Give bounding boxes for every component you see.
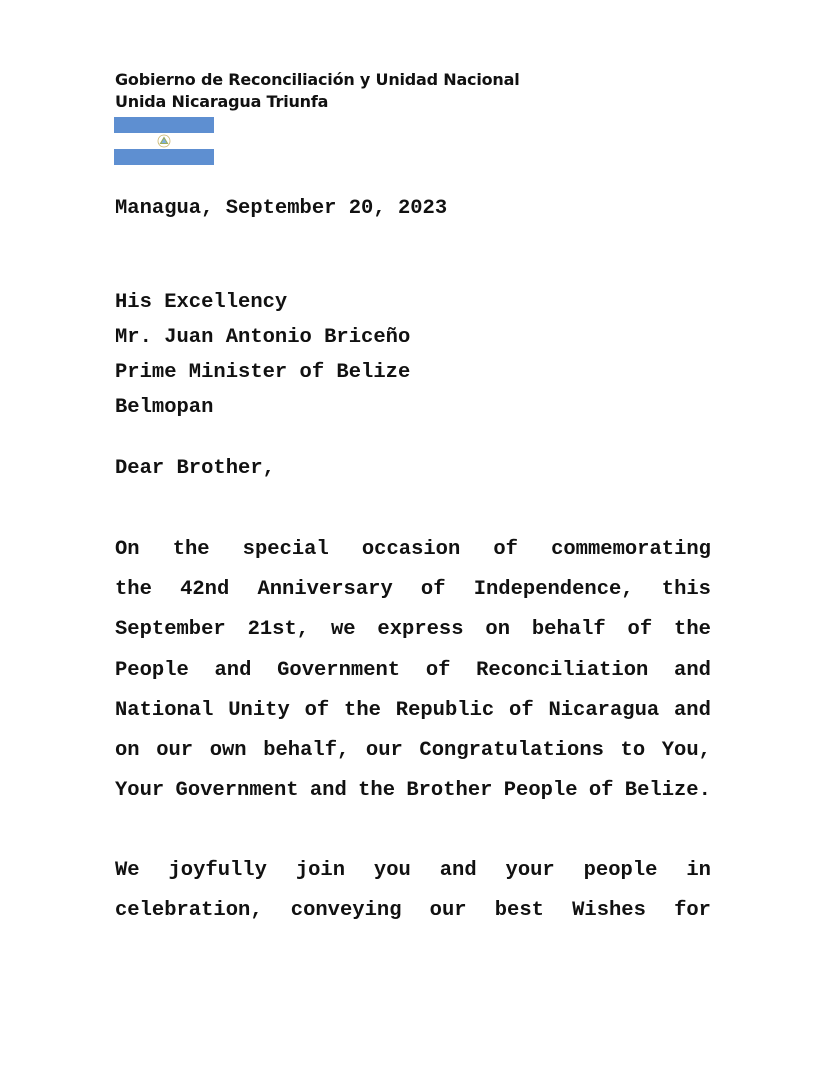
paragraph-word: our [429, 899, 467, 923]
paragraph-word: Nicaragua [548, 698, 660, 722]
paragraph-word: Unity [228, 698, 290, 722]
government-name: Gobierno de Reconciliación y Unidad Nacional [115, 70, 520, 89]
paragraph-word: celebration, [115, 899, 263, 923]
government-slogan: Unida Nicaragua Triunfa [115, 92, 329, 111]
paragraph-line [115, 610, 711, 650]
paragraph-word: to [620, 739, 646, 763]
paragraph-word: Anniversary [257, 578, 393, 602]
paragraph-word: our [365, 739, 403, 763]
paragraph-word: of [420, 578, 446, 602]
paragraph-word: Independence, [473, 578, 634, 602]
paragraph-word: best [494, 899, 544, 923]
paragraph-word: express [377, 618, 464, 642]
paragraph-word: on [115, 739, 140, 763]
paragraph-word: special [242, 538, 329, 561]
paragraph-word: September [115, 618, 226, 642]
paragraph-word: of [509, 698, 534, 722]
recipient-name: Mr. Juan Antonio Briceño [115, 326, 411, 349]
paragraph-word: of [493, 538, 518, 561]
paragraph-word: this [661, 578, 711, 602]
paragraph-word: conveying [290, 899, 402, 923]
paragraph-word: Brother [406, 779, 493, 803]
paragraph-word: 42nd [180, 578, 230, 602]
paragraph-line [115, 570, 711, 610]
letter-date: Managua, September 20, 2023 [115, 197, 448, 220]
paragraph-word: Government [175, 779, 299, 803]
paragraph-word: and [674, 698, 711, 722]
paragraph-word: and [214, 658, 252, 682]
paragraph-word: Congratulations [419, 739, 604, 763]
paragraph-word: we [330, 618, 356, 642]
paragraph-line [115, 771, 711, 811]
paragraph-word: and [309, 779, 347, 803]
paragraph-word: Reconciliation [476, 658, 649, 682]
salutation: Dear Brother, [115, 457, 275, 480]
paragraph-word: for [674, 899, 711, 923]
paragraph-word: of [425, 658, 451, 682]
paragraph-line [115, 530, 711, 570]
paragraph-word: our [156, 739, 194, 763]
paragraph-word: the [344, 698, 381, 722]
paragraph-word: the [674, 618, 711, 642]
paragraph-word: People [503, 779, 578, 803]
paragraph-word: Government [277, 658, 401, 682]
recipient-title: His Excellency [115, 291, 288, 314]
paragraph-word: and [439, 859, 477, 882]
paragraph-word: Republic [395, 698, 495, 722]
paragraph-word: Your [115, 779, 165, 803]
paragraph-word: the [172, 538, 210, 561]
paragraph-word: the [115, 578, 152, 602]
paragraph-word: on [485, 618, 511, 642]
nicaragua-flag-icon [114, 117, 214, 165]
paragraph-2 [115, 851, 711, 931]
paragraph-word: behalf, [263, 739, 350, 763]
recipient-block [115, 285, 711, 425]
paragraph-line [115, 851, 711, 891]
paragraph-word: of [627, 618, 653, 642]
paragraph-line [115, 731, 711, 771]
paragraph-word: On [115, 538, 140, 561]
paragraph-word: your [505, 859, 555, 882]
paragraph-word: and [674, 658, 711, 682]
paragraph-line [115, 691, 711, 731]
paragraph-word: join [295, 859, 346, 882]
paragraph-word: commemorating [551, 538, 711, 561]
paragraph-word: 21st, [247, 618, 310, 642]
paragraph-word: occasion [361, 538, 461, 561]
paragraph-word: behalf [531, 618, 606, 642]
paragraph-line [115, 651, 711, 691]
paragraph-word: in [686, 859, 711, 882]
letterhead [115, 69, 520, 113]
paragraph-1 [115, 530, 711, 811]
paragraph-word: you [373, 859, 411, 882]
paragraph-word: We [115, 859, 140, 882]
paragraph-line [115, 891, 711, 931]
paragraph-word: joyfully [168, 859, 267, 882]
paragraph-word: Wishes [572, 899, 646, 923]
paragraph-word: National [115, 698, 214, 722]
paragraph-word: People [115, 658, 189, 682]
paragraph-word: own [209, 739, 247, 763]
paragraph-word: of [588, 779, 614, 803]
recipient-position: Prime Minister of Belize [115, 361, 411, 384]
paragraph-word: of [304, 698, 330, 722]
recipient-city: Belmopan [115, 396, 214, 419]
paragraph-word: people [583, 859, 658, 882]
paragraph-word: the [358, 779, 395, 803]
paragraph-word: Belize. [624, 779, 711, 803]
paragraph-word: You, [661, 739, 711, 763]
